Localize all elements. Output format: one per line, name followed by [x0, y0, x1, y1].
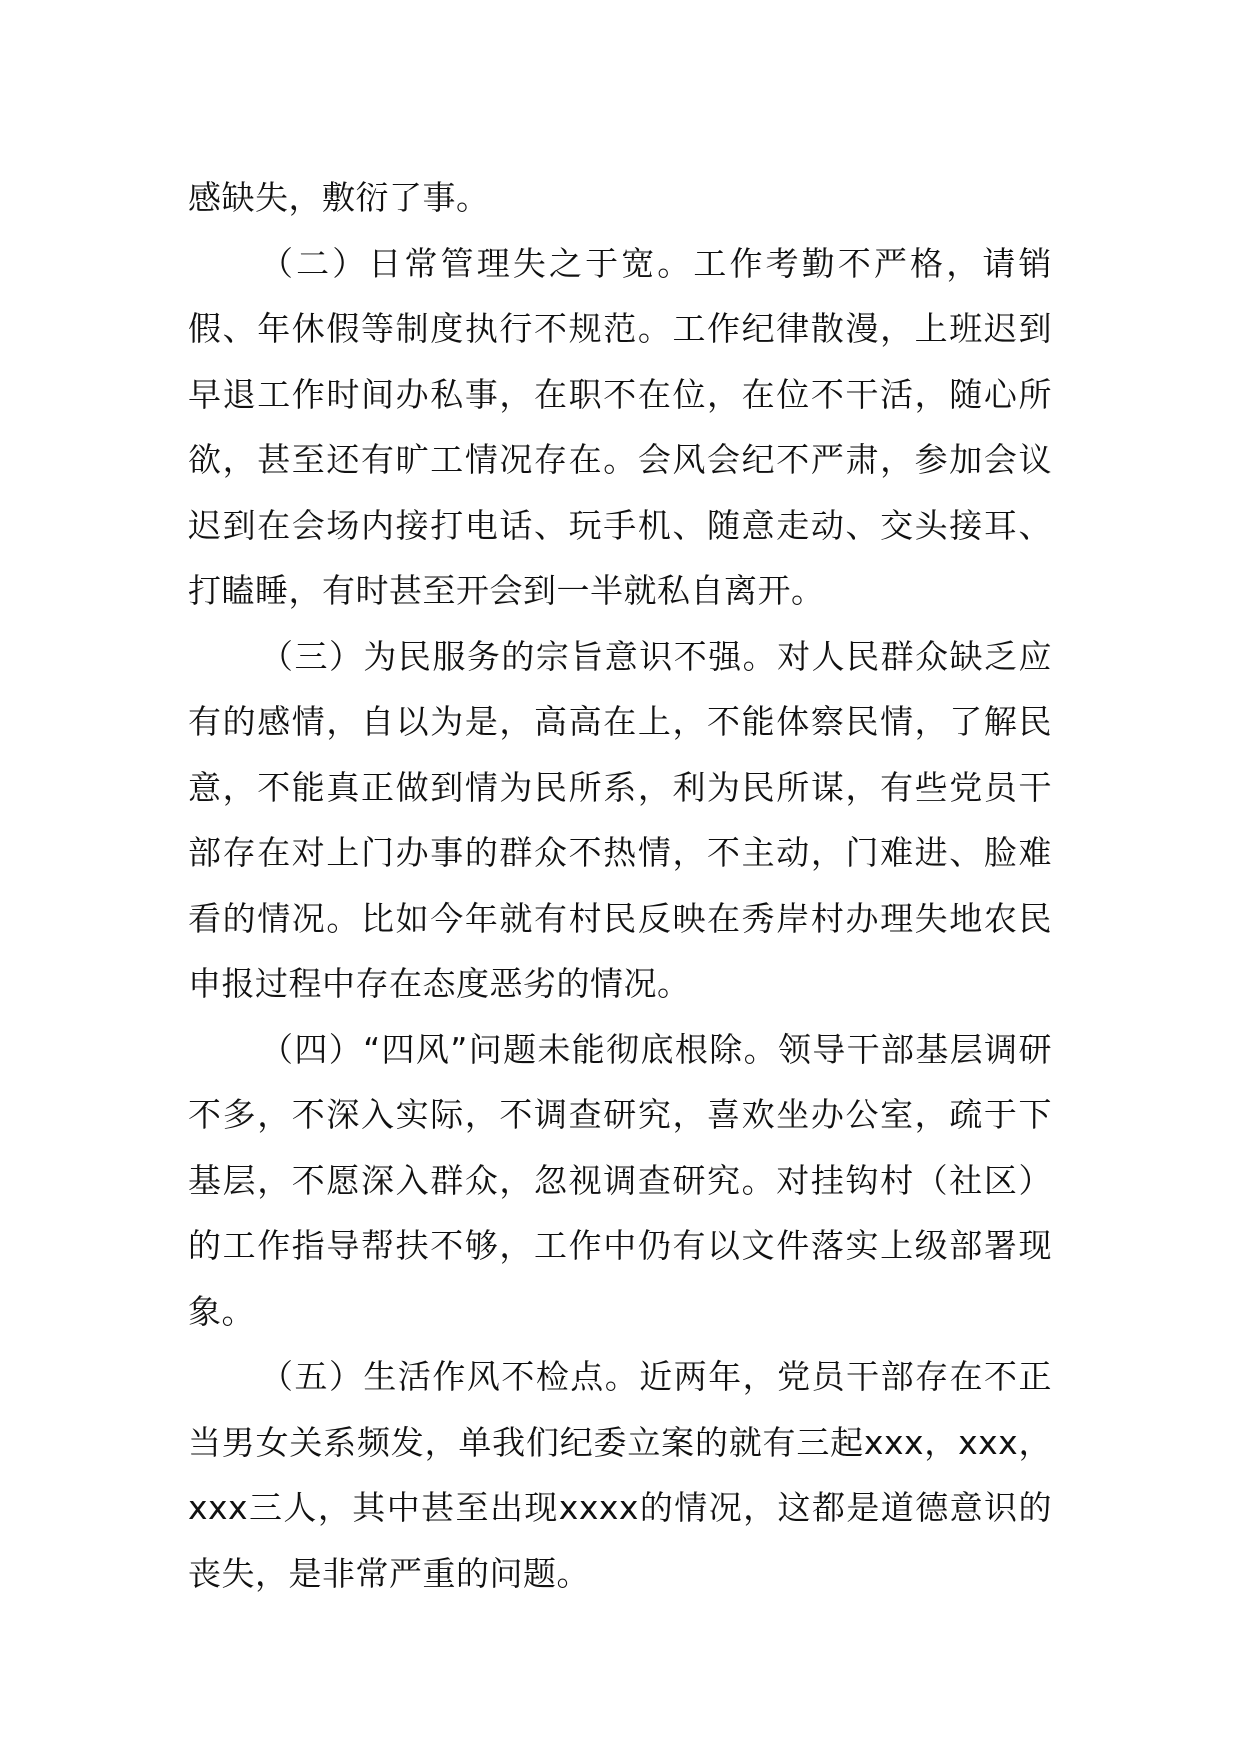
- paragraph-section-2: （二）日常管理失之于宽。工作考勤不严格，请销假、年休假等制度执行不规范。工作纪律散漫，上班迟到早退工作时间办私事，在职不在位，在位不干活，随心所欲，甚至还有旷工情况存在。会风会纪不严肃，参加会议迟到在会场内接打电话、玩手机、随意走动、交头接耳、打瞌睡，有时甚至开会到一半就私自离开。: [188, 243, 1052, 610]
- paragraph-continuation: 感缺失，敷衍了事。: [188, 178, 490, 217]
- paragraph-section-3: （三）为民服务的宗旨意识不强。对人民群众缺乏应有的感情，自以为是，高高在上，不能体察民情，了解民意，不能真正做到情为民所系，利为民所谋，有些党员干部存在对上门办事的群众不热情，不主动，门难进、脸难看的情况。比如今年就有村民反映在秀岸村办理失地农民申报过程中存在态度恶劣的情况。: [188, 636, 1052, 1003]
- paragraph-section-5: （五）生活作风不检点。近两年，党员干部存在不正当男女关系频发，单我们纪委立案的就有三起xxx，xxx，xxx三人，其中甚至出现xxxx的情况，这都是道德意识的丧失，是非常严重的问题。: [188, 1357, 1052, 1593]
- paragraph-section-4: （四）“四风”问题未能彻底根除。领导干部基层调研不多，不深入实际，不调查研究，喜欢坐办公室，疏于下基层，不愿深入群众，忽视调查研究。对挂钩村（社区）的工作指导帮扶不够，工作中仍有以文件落实上级部署现象。: [188, 1029, 1052, 1331]
- document-page: [188, 165, 1052, 1606]
